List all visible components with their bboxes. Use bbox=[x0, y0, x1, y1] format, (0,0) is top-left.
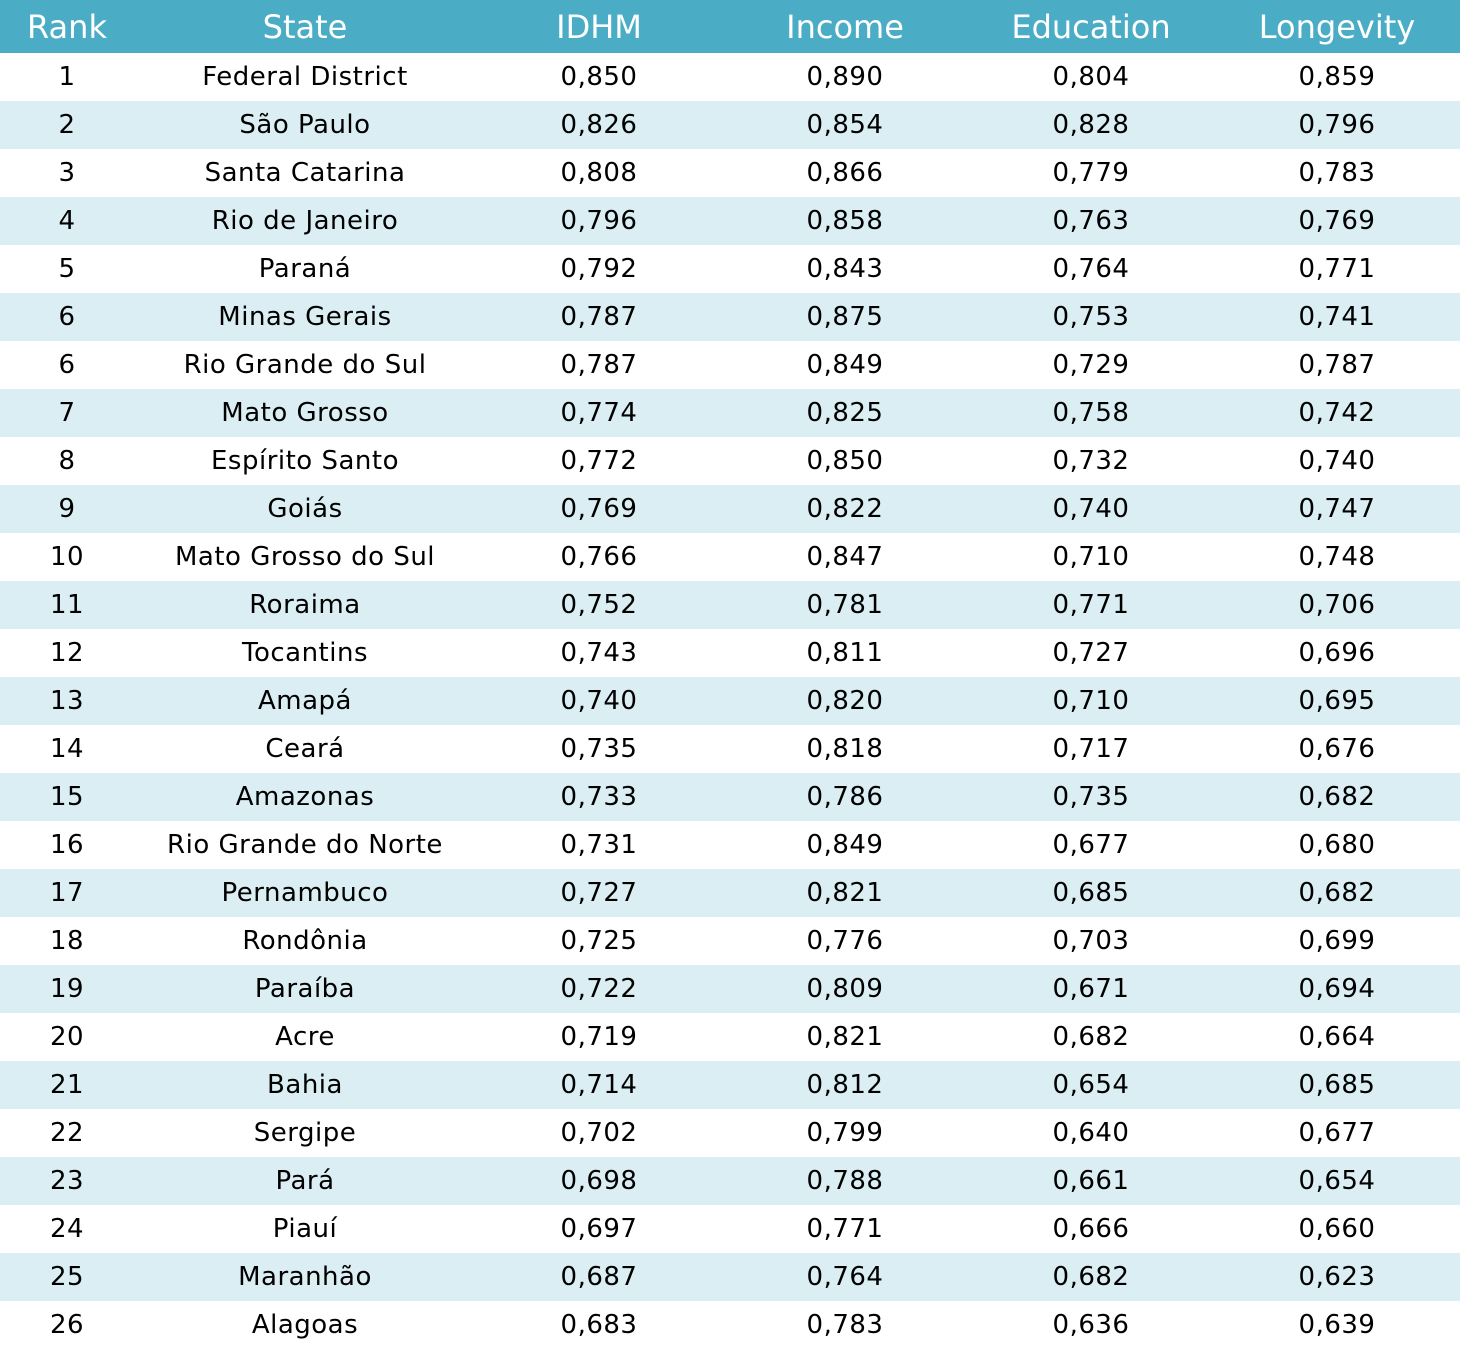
education-cell: 0,710 bbox=[1052, 542, 1130, 572]
rank-cell: 16 bbox=[49, 830, 85, 860]
table-row bbox=[0, 197, 1460, 245]
header-longevity: Longevity bbox=[1258, 7, 1416, 46]
education-cell: 0,636 bbox=[1052, 1310, 1130, 1340]
longevity-cell: 0,680 bbox=[1298, 830, 1376, 860]
income-cell: 0,776 bbox=[806, 926, 884, 956]
table-row bbox=[0, 821, 1460, 869]
state-cell: Amapá bbox=[258, 686, 352, 716]
longevity-cell: 0,664 bbox=[1298, 1022, 1376, 1052]
income-cell: 0,866 bbox=[806, 158, 884, 188]
idhm-cell: 0,719 bbox=[560, 1022, 638, 1052]
table-row bbox=[0, 965, 1460, 1013]
income-cell: 0,786 bbox=[806, 782, 884, 812]
income-cell: 0,812 bbox=[806, 1070, 884, 1100]
longevity-cell: 0,796 bbox=[1298, 110, 1376, 140]
rank-cell: 22 bbox=[49, 1118, 85, 1148]
longevity-cell: 0,706 bbox=[1298, 590, 1376, 620]
table-row bbox=[0, 1301, 1460, 1349]
state-cell: Goiás bbox=[267, 494, 343, 524]
state-cell: Amazonas bbox=[235, 782, 375, 812]
state-cell: Mato Grosso do Sul bbox=[174, 542, 436, 572]
state-cell: Piauí bbox=[272, 1214, 338, 1244]
education-cell: 0,654 bbox=[1052, 1070, 1130, 1100]
income-cell: 0,818 bbox=[806, 734, 884, 764]
idhm-cell: 0,698 bbox=[560, 1166, 638, 1196]
longevity-cell: 0,748 bbox=[1298, 542, 1376, 572]
idhm-cell: 0,752 bbox=[560, 590, 638, 620]
rank-cell: 3 bbox=[58, 158, 76, 188]
table-row bbox=[0, 293, 1460, 341]
table-row bbox=[0, 917, 1460, 965]
rank-cell: 4 bbox=[58, 206, 76, 236]
longevity-cell: 0,676 bbox=[1298, 734, 1376, 764]
longevity-cell: 0,694 bbox=[1298, 974, 1376, 1004]
state-cell: Paraíba bbox=[254, 974, 356, 1004]
idhm-cell: 0,725 bbox=[560, 926, 638, 956]
rank-cell: 19 bbox=[49, 974, 85, 1004]
idhm-cell: 0,683 bbox=[560, 1310, 638, 1340]
income-cell: 0,799 bbox=[806, 1118, 884, 1148]
state-cell: Federal District bbox=[202, 62, 408, 92]
education-cell: 0,671 bbox=[1052, 974, 1130, 1004]
idhm-cell: 0,774 bbox=[560, 398, 638, 428]
idhm-cell: 0,769 bbox=[560, 494, 638, 524]
table-row bbox=[0, 245, 1460, 293]
state-cell: Pará bbox=[275, 1166, 335, 1196]
income-cell: 0,850 bbox=[806, 446, 884, 476]
rank-cell: 14 bbox=[49, 734, 85, 764]
table-row bbox=[0, 1109, 1460, 1157]
rank-cell: 13 bbox=[49, 686, 85, 716]
rank-cell: 23 bbox=[49, 1166, 85, 1196]
longevity-cell: 0,654 bbox=[1298, 1166, 1376, 1196]
rank-cell: 20 bbox=[49, 1022, 85, 1052]
table-row bbox=[0, 53, 1460, 101]
longevity-cell: 0,623 bbox=[1298, 1262, 1376, 1292]
longevity-cell: 0,660 bbox=[1298, 1214, 1376, 1244]
table-row bbox=[0, 725, 1460, 773]
income-cell: 0,783 bbox=[806, 1310, 884, 1340]
header-income: Income bbox=[786, 7, 904, 46]
longevity-cell: 0,639 bbox=[1298, 1310, 1376, 1340]
income-cell: 0,764 bbox=[806, 1262, 884, 1292]
income-cell: 0,820 bbox=[806, 686, 884, 716]
table-row bbox=[0, 149, 1460, 197]
idhm-cell: 0,792 bbox=[560, 254, 638, 284]
rank-cell: 15 bbox=[49, 782, 85, 812]
education-cell: 0,661 bbox=[1052, 1166, 1130, 1196]
education-cell: 0,763 bbox=[1052, 206, 1130, 236]
longevity-cell: 0,769 bbox=[1298, 206, 1376, 236]
state-cell: Santa Catarina bbox=[204, 158, 406, 188]
table-header bbox=[0, 0, 1460, 53]
rank-cell: 1 bbox=[58, 62, 76, 92]
state-cell: Rio Grande do Sul bbox=[183, 350, 427, 380]
income-cell: 0,858 bbox=[806, 206, 884, 236]
education-cell: 0,640 bbox=[1052, 1118, 1130, 1148]
income-cell: 0,890 bbox=[806, 62, 884, 92]
state-cell: Roraima bbox=[249, 590, 361, 620]
state-cell: Mato Grosso bbox=[221, 398, 389, 428]
table-row bbox=[0, 341, 1460, 389]
table-row bbox=[0, 581, 1460, 629]
state-cell: Bahia bbox=[267, 1070, 343, 1100]
state-cell: Espírito Santo bbox=[211, 446, 399, 476]
income-cell: 0,821 bbox=[806, 1022, 884, 1052]
education-cell: 0,735 bbox=[1052, 782, 1130, 812]
education-cell: 0,753 bbox=[1052, 302, 1130, 332]
rank-cell: 2 bbox=[58, 110, 76, 140]
rank-cell: 6 bbox=[58, 302, 76, 332]
idhm-cell: 0,733 bbox=[560, 782, 638, 812]
income-cell: 0,849 bbox=[806, 830, 884, 860]
state-cell: Paraná bbox=[258, 254, 352, 284]
income-cell: 0,821 bbox=[806, 878, 884, 908]
idhm-cell: 0,727 bbox=[560, 878, 638, 908]
table-row bbox=[0, 1157, 1460, 1205]
header-row bbox=[0, 0, 1460, 53]
longevity-cell: 0,787 bbox=[1298, 350, 1376, 380]
longevity-cell: 0,685 bbox=[1298, 1070, 1376, 1100]
table-row bbox=[0, 101, 1460, 149]
header-rank: Rank bbox=[27, 7, 107, 46]
table-row bbox=[0, 437, 1460, 485]
header-education: Education bbox=[1011, 7, 1171, 46]
education-cell: 0,804 bbox=[1052, 62, 1130, 92]
rank-cell: 25 bbox=[49, 1262, 85, 1292]
rank-cell: 18 bbox=[49, 926, 85, 956]
idhm-cell: 0,697 bbox=[560, 1214, 638, 1244]
table-row bbox=[0, 1013, 1460, 1061]
state-cell: Tocantins bbox=[241, 638, 369, 668]
income-cell: 0,825 bbox=[806, 398, 884, 428]
education-cell: 0,666 bbox=[1052, 1214, 1130, 1244]
longevity-cell: 0,740 bbox=[1298, 446, 1376, 476]
table-row bbox=[0, 1061, 1460, 1109]
state-cell: Sergipe bbox=[253, 1118, 357, 1148]
header-state: State bbox=[262, 7, 348, 46]
rank-cell: 11 bbox=[49, 590, 85, 620]
state-cell: Alagoas bbox=[251, 1310, 359, 1340]
rank-cell: 10 bbox=[49, 542, 85, 572]
income-cell: 0,875 bbox=[806, 302, 884, 332]
idhm-cell: 0,850 bbox=[560, 62, 638, 92]
idhm-cell: 0,702 bbox=[560, 1118, 638, 1148]
state-cell: Rio de Janeiro bbox=[211, 206, 399, 236]
longevity-cell: 0,699 bbox=[1298, 926, 1376, 956]
table-row bbox=[0, 773, 1460, 821]
idhm-cell: 0,722 bbox=[560, 974, 638, 1004]
state-cell: Minas Gerais bbox=[218, 302, 392, 332]
income-cell: 0,822 bbox=[806, 494, 884, 524]
longevity-cell: 0,696 bbox=[1298, 638, 1376, 668]
longevity-cell: 0,771 bbox=[1298, 254, 1376, 284]
table-row bbox=[0, 677, 1460, 725]
education-cell: 0,758 bbox=[1052, 398, 1130, 428]
table-body bbox=[0, 53, 1460, 1349]
income-cell: 0,854 bbox=[806, 110, 884, 140]
education-cell: 0,771 bbox=[1052, 590, 1130, 620]
rank-cell: 26 bbox=[49, 1310, 85, 1340]
idhm-cell: 0,766 bbox=[560, 542, 638, 572]
table-row bbox=[0, 629, 1460, 677]
table-row bbox=[0, 389, 1460, 437]
longevity-cell: 0,783 bbox=[1298, 158, 1376, 188]
longevity-cell: 0,859 bbox=[1298, 62, 1376, 92]
table-row bbox=[0, 533, 1460, 581]
rank-cell: 24 bbox=[49, 1214, 85, 1244]
idhm-cell: 0,743 bbox=[560, 638, 638, 668]
rank-cell: 7 bbox=[58, 398, 76, 428]
education-cell: 0,727 bbox=[1052, 638, 1130, 668]
income-cell: 0,809 bbox=[806, 974, 884, 1004]
rank-cell: 12 bbox=[49, 638, 85, 668]
longevity-cell: 0,677 bbox=[1298, 1118, 1376, 1148]
rank-cell: 5 bbox=[58, 254, 76, 284]
income-cell: 0,849 bbox=[806, 350, 884, 380]
state-cell: Rio Grande do Norte bbox=[167, 830, 443, 860]
longevity-cell: 0,682 bbox=[1298, 878, 1376, 908]
idhm-cell: 0,787 bbox=[560, 350, 638, 380]
education-cell: 0,740 bbox=[1052, 494, 1130, 524]
table-row bbox=[0, 1205, 1460, 1253]
rank-cell: 17 bbox=[49, 878, 85, 908]
education-cell: 0,682 bbox=[1052, 1262, 1130, 1292]
longevity-cell: 0,747 bbox=[1298, 494, 1376, 524]
income-cell: 0,847 bbox=[806, 542, 884, 572]
longevity-cell: 0,695 bbox=[1298, 686, 1376, 716]
education-cell: 0,732 bbox=[1052, 446, 1130, 476]
education-cell: 0,828 bbox=[1052, 110, 1130, 140]
state-cell: Pernambuco bbox=[221, 878, 389, 908]
idhm-cell: 0,740 bbox=[560, 686, 638, 716]
idhm-cell: 0,796 bbox=[560, 206, 638, 236]
income-cell: 0,788 bbox=[806, 1166, 884, 1196]
state-cell: Rondônia bbox=[242, 926, 368, 956]
education-cell: 0,682 bbox=[1052, 1022, 1130, 1052]
longevity-cell: 0,742 bbox=[1298, 398, 1376, 428]
idhm-cell: 0,731 bbox=[560, 830, 638, 860]
idhm-cell: 0,687 bbox=[560, 1262, 638, 1292]
state-cell: Ceará bbox=[265, 734, 345, 764]
longevity-cell: 0,741 bbox=[1298, 302, 1376, 332]
rank-cell: 8 bbox=[58, 446, 76, 476]
income-cell: 0,843 bbox=[806, 254, 884, 284]
idhm-cell: 0,772 bbox=[560, 446, 638, 476]
education-cell: 0,764 bbox=[1052, 254, 1130, 284]
idhm-cell: 0,714 bbox=[560, 1070, 638, 1100]
idhm-cell: 0,808 bbox=[560, 158, 638, 188]
idhm-cell: 0,735 bbox=[560, 734, 638, 764]
education-cell: 0,717 bbox=[1052, 734, 1130, 764]
table-row bbox=[0, 1253, 1460, 1301]
state-cell: Acre bbox=[275, 1022, 335, 1052]
rank-cell: 9 bbox=[58, 494, 76, 524]
idhm-cell: 0,787 bbox=[560, 302, 638, 332]
header-idhm: IDHM bbox=[556, 7, 642, 46]
income-cell: 0,771 bbox=[806, 1214, 884, 1244]
education-cell: 0,685 bbox=[1052, 878, 1130, 908]
rank-cell: 21 bbox=[49, 1070, 85, 1100]
education-cell: 0,677 bbox=[1052, 830, 1130, 860]
income-cell: 0,811 bbox=[806, 638, 884, 668]
idhm-cell: 0,826 bbox=[560, 110, 638, 140]
state-cell: Maranhão bbox=[238, 1262, 372, 1292]
income-cell: 0,781 bbox=[806, 590, 884, 620]
table-row bbox=[0, 485, 1460, 533]
longevity-cell: 0,682 bbox=[1298, 782, 1376, 812]
education-cell: 0,729 bbox=[1052, 350, 1130, 380]
education-cell: 0,710 bbox=[1052, 686, 1130, 716]
table-row bbox=[0, 869, 1460, 917]
education-cell: 0,703 bbox=[1052, 926, 1130, 956]
rank-cell: 6 bbox=[58, 350, 76, 380]
education-cell: 0,779 bbox=[1052, 158, 1130, 188]
state-cell: São Paulo bbox=[239, 110, 371, 140]
